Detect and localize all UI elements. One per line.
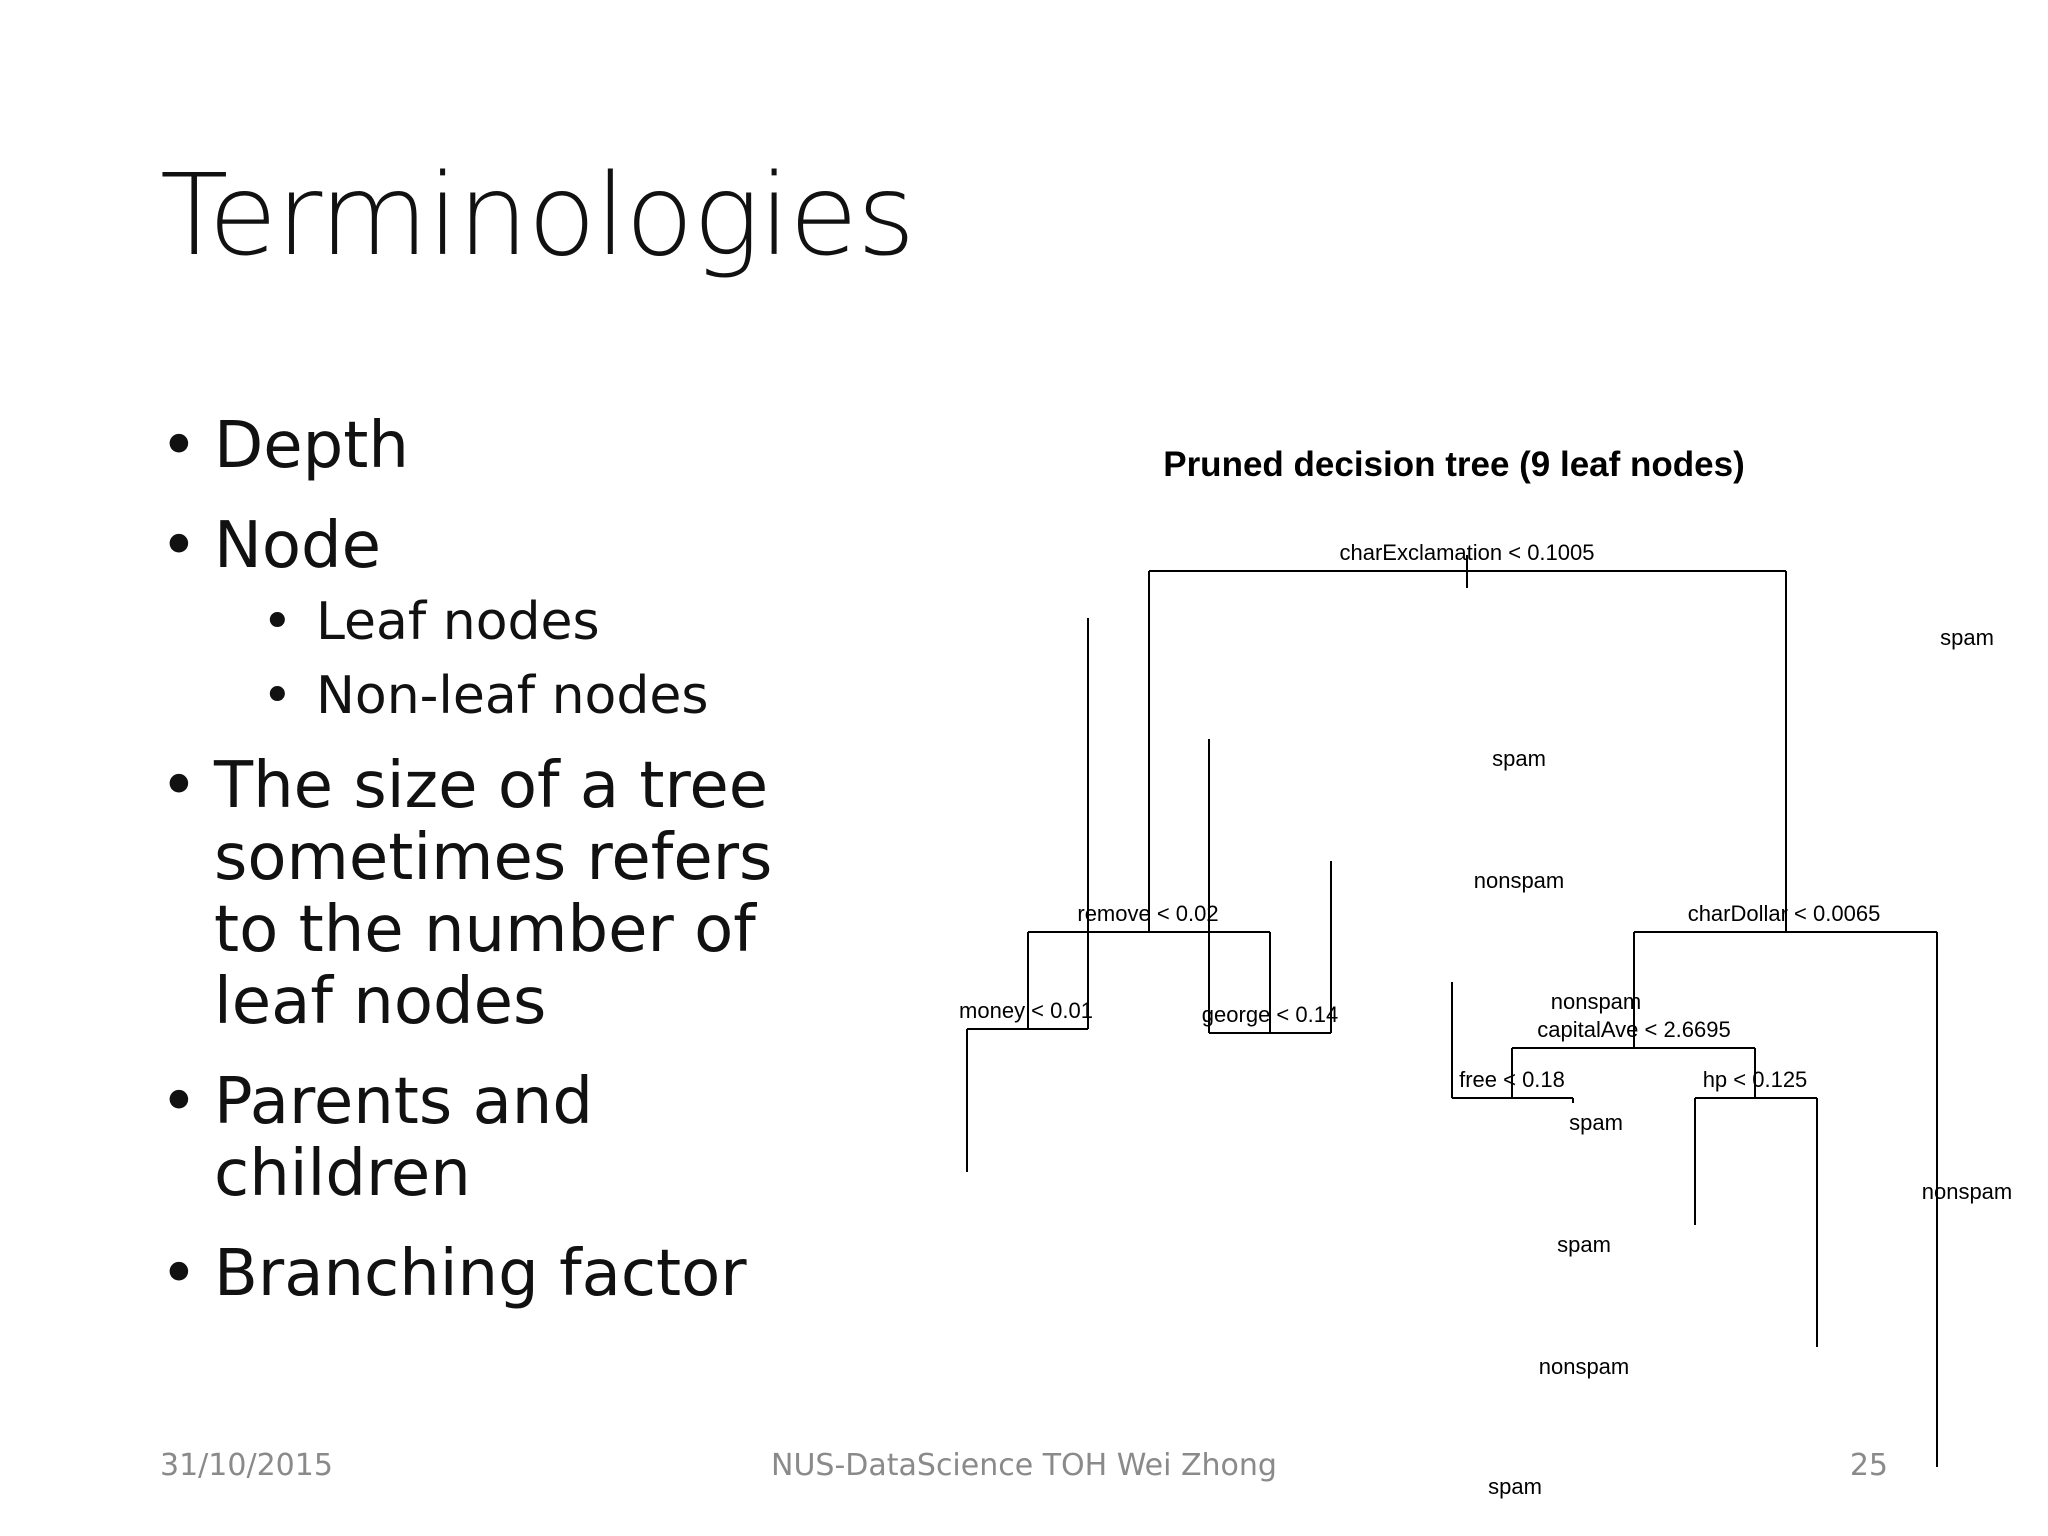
leaf-node-label: spam xyxy=(1492,746,1546,771)
split-node-label: charDollar < 0.0065 xyxy=(1687,901,1881,926)
sub-bullet-text: Non-leaf nodes xyxy=(316,666,709,726)
sub-bullet-item xyxy=(160,666,780,726)
bullet-text: Node xyxy=(214,509,382,583)
footer-date: 31/10/2015 xyxy=(160,1448,333,1483)
leaf-node-label: spam xyxy=(1569,1110,1623,1135)
bullet-item xyxy=(160,1238,780,1310)
leaf-node-label: nonspam xyxy=(1921,1179,2013,1204)
bullet-item xyxy=(160,410,780,482)
sub-bullet-item xyxy=(160,592,780,652)
bullet-dot-icon: • xyxy=(262,666,293,726)
bullet-dot-icon: • xyxy=(160,409,198,483)
split-node-label: hp < 0.125 xyxy=(1702,1067,1808,1092)
sub-bullet-text: Leaf nodes xyxy=(316,592,600,652)
page-number: 25 xyxy=(1849,1448,1888,1483)
bullet-dot-icon: • xyxy=(160,509,198,583)
bullet-item xyxy=(160,510,780,582)
footer-author: NUS-DataScience TOH Wei Zhong xyxy=(771,1448,1277,1483)
split-node-label: free < 0.18 xyxy=(1459,1067,1565,1092)
tree-labels xyxy=(959,540,2012,1499)
bullet-text: Branching factor xyxy=(214,1237,747,1311)
slide-title: Terminologies xyxy=(160,151,915,281)
bullet-dot-icon: • xyxy=(160,1237,198,1311)
bullet-dot-icon: • xyxy=(160,749,198,823)
split-node-label: george < 0.14 xyxy=(1201,1002,1339,1027)
leaf-node-label: spam xyxy=(1940,625,1994,650)
bullet-list xyxy=(160,410,780,1338)
bullet-text: Depth xyxy=(214,409,409,483)
leaf-node-label: nonspam xyxy=(1550,989,1642,1014)
split-node-label: charExclamation < 0.1005 xyxy=(1339,540,1595,565)
bullet-dot-icon: • xyxy=(262,592,293,652)
tree-title: Pruned decision tree (9 leaf nodes) xyxy=(1163,445,1745,484)
bullet-dot-icon: • xyxy=(160,1065,198,1139)
leaf-node-label: spam xyxy=(1557,1232,1611,1257)
split-node-label: remove < 0.02 xyxy=(1077,901,1219,926)
bullet-text: The size of a tree sometimes refers to the number of leaf nodes xyxy=(214,749,773,1039)
split-node-label: capitalAve < 2.6695 xyxy=(1537,1017,1731,1042)
bullet-item xyxy=(160,1066,780,1210)
bullet-text: Parents and children xyxy=(214,1065,593,1211)
tree-edges xyxy=(967,555,1937,1467)
split-node-label: money < 0.01 xyxy=(959,998,1093,1023)
sub-bullet-list xyxy=(160,592,780,726)
leaf-node-label: nonspam xyxy=(1473,868,1565,893)
leaf-node-label: nonspam xyxy=(1538,1354,1630,1379)
bullet-item xyxy=(160,750,780,1038)
leaf-node-label: spam xyxy=(1488,1474,1542,1499)
